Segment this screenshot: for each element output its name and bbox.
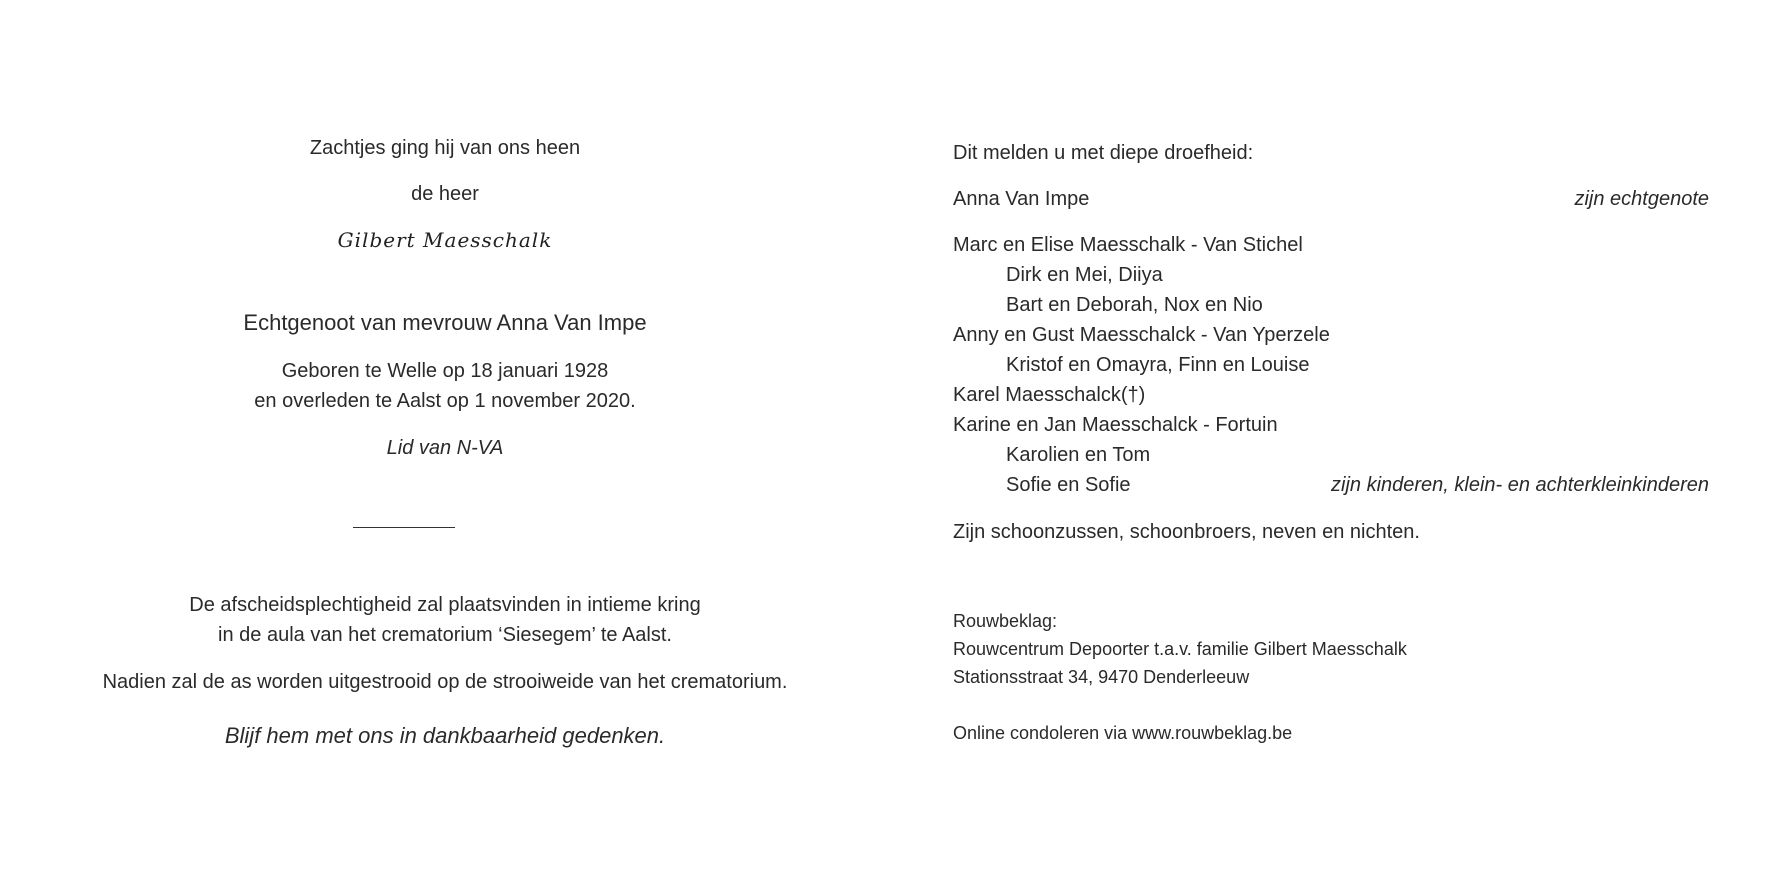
family-line: Bart en Deborah, Nox en Nio [1006, 294, 1263, 316]
spouse-line: Echtgenoot van mevrouw Anna Van Impe [243, 310, 647, 335]
address-label: Rouwbeklag: [953, 611, 1058, 631]
died-line: en overleden te Aalst op 1 november 2020. [254, 390, 636, 412]
born-line: Geboren te Welle op 18 januari 1928 [281, 360, 609, 382]
ceremony-line-1: De afscheidsplechtigheid zal plaatsvinden in intieme kring [189, 594, 701, 616]
address-line-2: Stationsstraat 34, 9470 Denderleeuw [953, 667, 1250, 687]
family-role: zijn kinderen, klein- en achterkleinkinderen [1331, 474, 1709, 496]
family-line: Karine en Jan Maesschalck - Fortuin [953, 414, 1278, 436]
family-line: Sofie en Sofie [1006, 474, 1131, 496]
family-line: Marc en Elise Maesschalk - Van Stichel [953, 234, 1303, 256]
membership-line: Lid van N-VA [386, 437, 504, 459]
address-line-1: Rouwcentrum Depoorter t.a.v. familie Gilbert Maesschalk [953, 639, 1407, 659]
ceremony-line-2: in de aula van het crematorium ‘Siesegem’ te Aalst. [218, 624, 672, 646]
family-line: Anny en Gust Maesschalck - Van Yperzele [953, 324, 1330, 346]
spouse-role: zijn echtgenote [1574, 188, 1709, 210]
closing-line: Blijf hem met ons in dankbaarheid gedenken. [224, 723, 666, 748]
online-condolence: Online condoleren via www.rouwbeklag.be [953, 723, 1293, 743]
announce-text: Dit melden u met diepe droefheid: [953, 142, 1254, 164]
deceased-name: Gilbert Maesschalk [337, 228, 553, 252]
spouse-name: Anna Van Impe [953, 188, 1090, 210]
family-line: Karolien en Tom [1006, 444, 1151, 466]
family-line: Dirk en Mei, Diiya [1006, 264, 1163, 286]
separator-line [353, 527, 455, 528]
family-line: Karel Maesschalck(†) [953, 384, 1146, 406]
family-line: Kristof en Omayra, Finn en Louise [1006, 354, 1310, 376]
intro-text: Zachtjes ging hij van ons heen [309, 137, 581, 159]
relatives-line: Zijn schoonzussen, schoonbroers, neven en nichten. [953, 521, 1420, 543]
title-text: de heer [411, 183, 479, 205]
ashes-line: Nadien zal de as worden uitgestrooid op de strooiweide van het crematorium. [102, 671, 788, 693]
